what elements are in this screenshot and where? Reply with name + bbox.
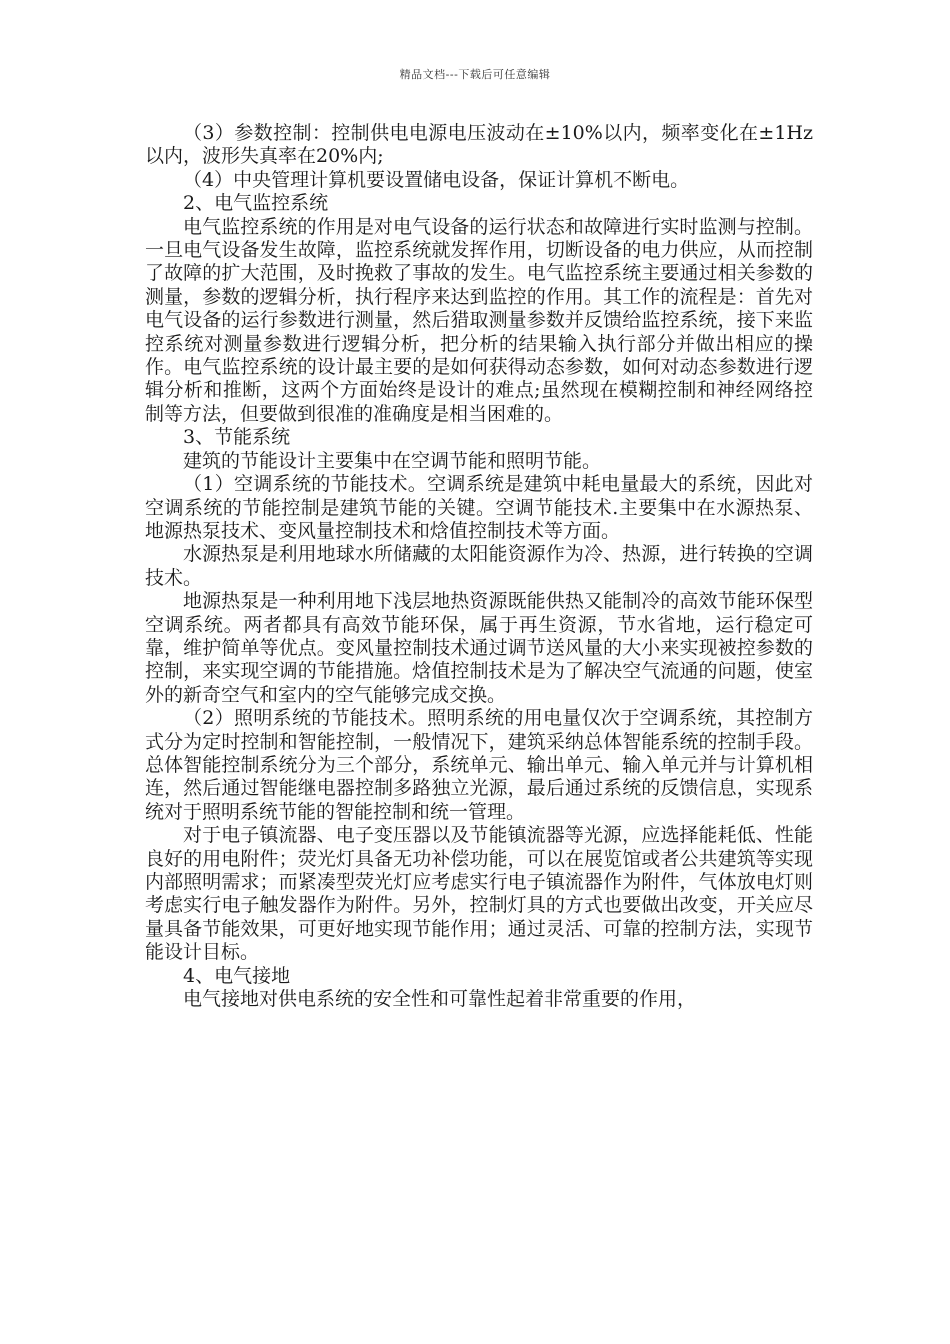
section-heading-monitoring: 2、电气监控系统	[183, 192, 329, 215]
document-body	[145, 122, 813, 1011]
page-header: 精品文档---下载后可任意编辑	[399, 68, 551, 81]
paragraph-monitoring-system: 电气监控系统的作用是对电气设备的运行状态和故障进行实时监测与控制。一旦电气设备发生故障，监控系统就发挥作用，切断设备的电力供应，从而控制了故障的扩大范围，及时挽救了事故的发生。电气监控系统主要通过相关参数的测量，参数的逻辑分析，执行程序来达到监控的作用。其工作的流程是：首先对电气设备的运行参数进行测量，然后猎取测量参数并反馈给监控系统，接下来监控系统对测量参数进行逻辑分析，把分析的结果输入执行部分并做出相应的操作。电气监控系统的设计最主要的是如何获得动态参数，如何对动态参数进行逻辑分析和推断，这两个方面始终是设计的难点;虽然现在模糊控制和神经网络控制等方法，但要做到很准的准确度是相当困难的。	[145, 215, 813, 425]
paragraph-energy-intro: 建筑的节能设计主要集中在空调节能和照明节能。	[183, 449, 602, 472]
paragraph-grounding: 电气接地对供电系统的安全性和可靠性起着非常重要的作用，	[183, 988, 697, 1011]
paragraph-hvac-energy: （1）空调系统的节能技术。空调系统是建筑中耗电量最大的系统，因此对空调系统的节能控制是建筑节能的关键。空调节能技术.主要集中在水源热泵、地源热泵技术、变风量控制技术和焓值控制技术等方面。	[145, 473, 813, 542]
paragraph-parameter-control: （3）参数控制：控制供电电源电压波动在±10%以内，频率变化在±1Hz 以内，波形失真率在20%内;	[145, 122, 813, 168]
paragraph-ballast-lighting: 对于电子镇流器、电子变压器以及节能镇流器等光源，应选择能耗低、性能良好的用电附件；荧光灯具备无功补偿功能，可以在展览馆或者公共建筑等实现内部照明需求；而紧凑型荧光灯应考虑实行电子镇流器作为附件，气体放电灯则考虑实行电子触发器作为附件。另外，控制灯具的方式也要做出改变，开关应尽量具备节能效果，可更好地实现节能作用；通过灵活、可靠的控制方法，实现节能设计目标。	[145, 824, 813, 964]
paragraph-lighting-energy: （2）照明系统的节能技术。照明系统的用电量仅次于空调系统，其控制方式分为定时控制和智能控制，一般情况下，建筑采纳总体智能系统的控制手段。总体智能控制系统分为三个部分，系统单元、输出单元、输入单元并与计算机相连，然后通过智能继电器控制多路独立光源，最后通过系统的反馈信息，实现系统对于照明系统节能的智能控制和统一管理。	[145, 707, 813, 823]
paragraph-central-computer: （4）中央管理计算机要设置储电设备，保证计算机不断电。	[183, 168, 690, 191]
paragraph-water-source-heat-pump: 水源热泵是利用地球水所储藏的太阳能资源作为冷、热源，进行转换的空调技术。	[145, 543, 813, 589]
section-heading-energy-saving: 3、节能系统	[183, 426, 291, 449]
paragraph-ground-source-heat-pump: 地源热泵是一种利用地下浅层地热资源既能供热又能制冷的高效节能环保型空调系统。两者都具有高效节能环保，属于再生资源，节水省地，运行稳定可靠，维护简单等优点。变风量控制技术通过调节送风量的大小来实现被控参数的控制，来实现空调的节能措施。焓值控制技术是为了解决空气流通的问题，使室外的新奇空气和室内的空气能够完成交换。	[145, 590, 813, 706]
section-heading-grounding: 4、电气接地	[183, 964, 291, 987]
